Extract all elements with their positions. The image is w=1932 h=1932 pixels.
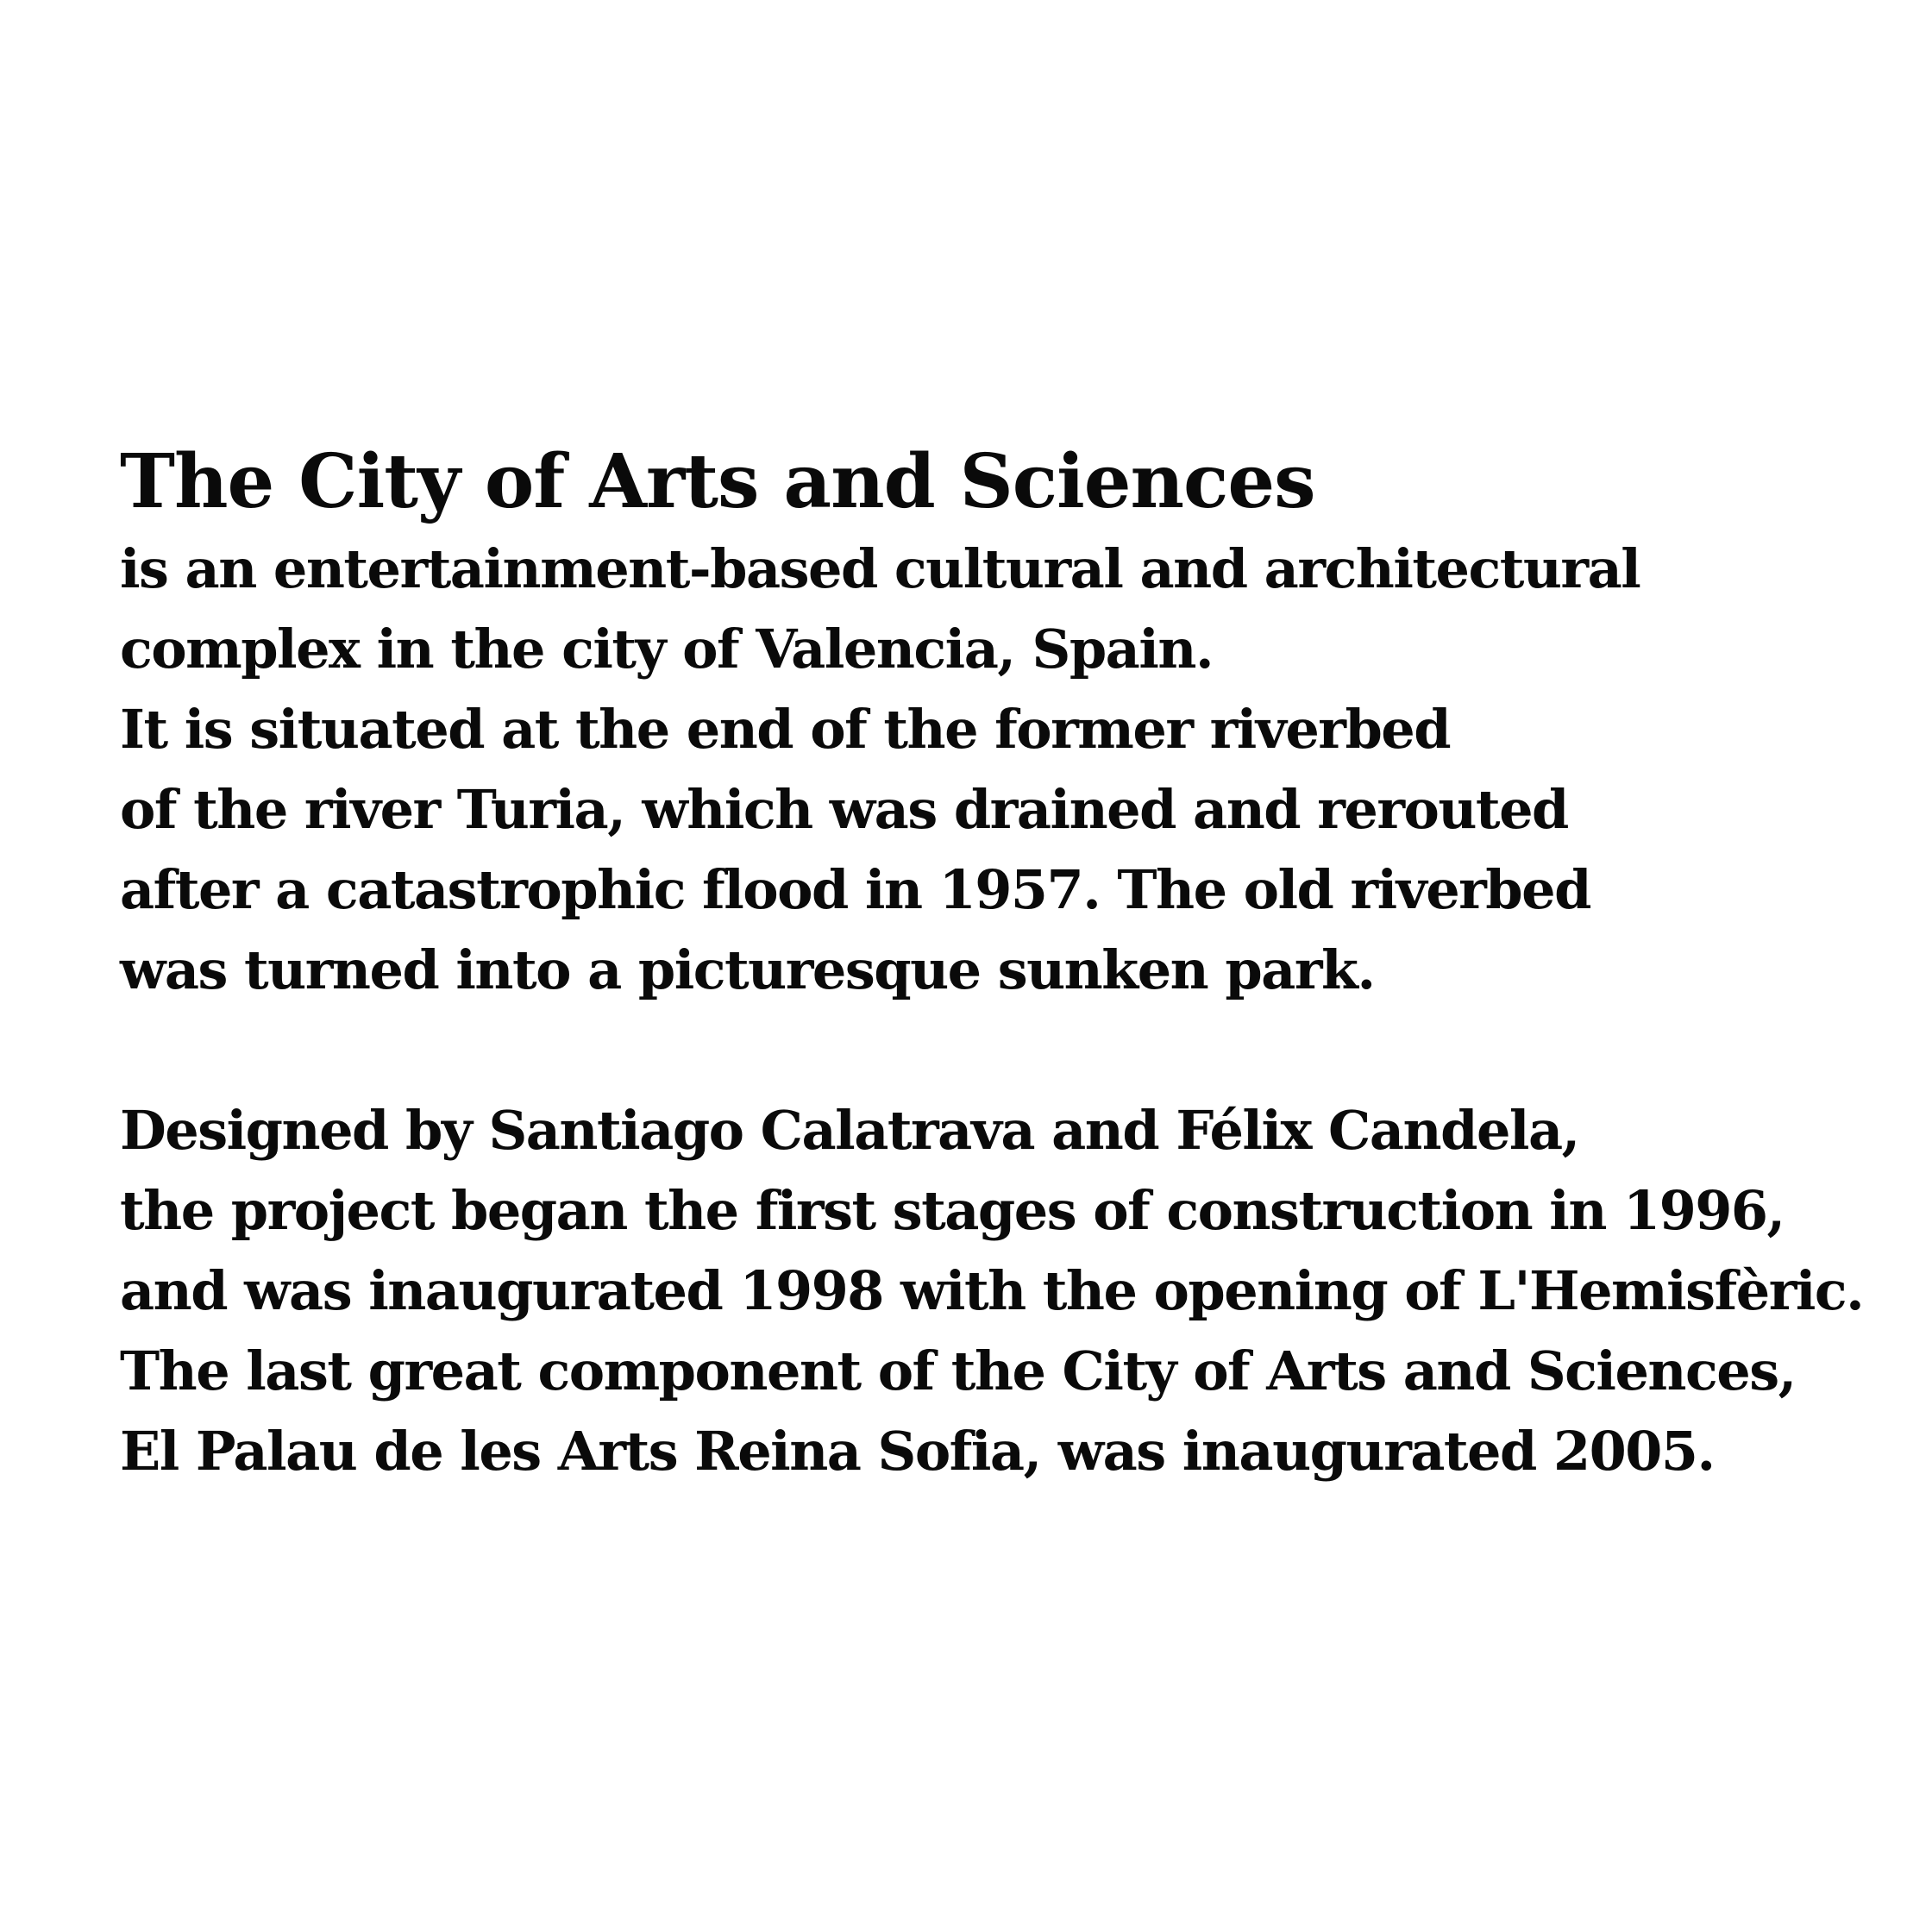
paragraph-line: Designed by Santiago Calatrava and Félix Candela, [120, 1099, 1579, 1162]
paragraph-line: complex in the city of Valencia, Spain. [120, 618, 1214, 681]
paragraph-line: is an entertainment-based cultural and architectural [120, 537, 1640, 600]
paragraph-spacer [120, 1010, 1845, 1090]
paragraph-line: El Palau de les Arts Reina Sofia, was inaugurated 2005. [120, 1420, 1715, 1483]
paragraph-line: It is situated at the end of the former riverbed [120, 698, 1451, 761]
paragraph-line: the project began the first stages of construction in 1996, [120, 1179, 1785, 1242]
page-title: The City of Arts and Sciences [120, 438, 1315, 525]
paragraph-line: of the river Turia, which was drained and rerouted [120, 778, 1568, 841]
text-block [120, 436, 1864, 1491]
paragraph-intro [120, 529, 1845, 1010]
paragraph-line: The last great component of the City of Arts and Sciences, [120, 1339, 1796, 1402]
paragraph-history [120, 1090, 1864, 1491]
paragraph-line: was turned into a picturesque sunken park. [120, 938, 1375, 1001]
paragraph-line: after a catastrophic flood in 1957. The old riverbed [120, 858, 1590, 921]
paragraph-line: and was inaugurated 1998 with the opening of L'Hemisfèric. [120, 1259, 1864, 1322]
